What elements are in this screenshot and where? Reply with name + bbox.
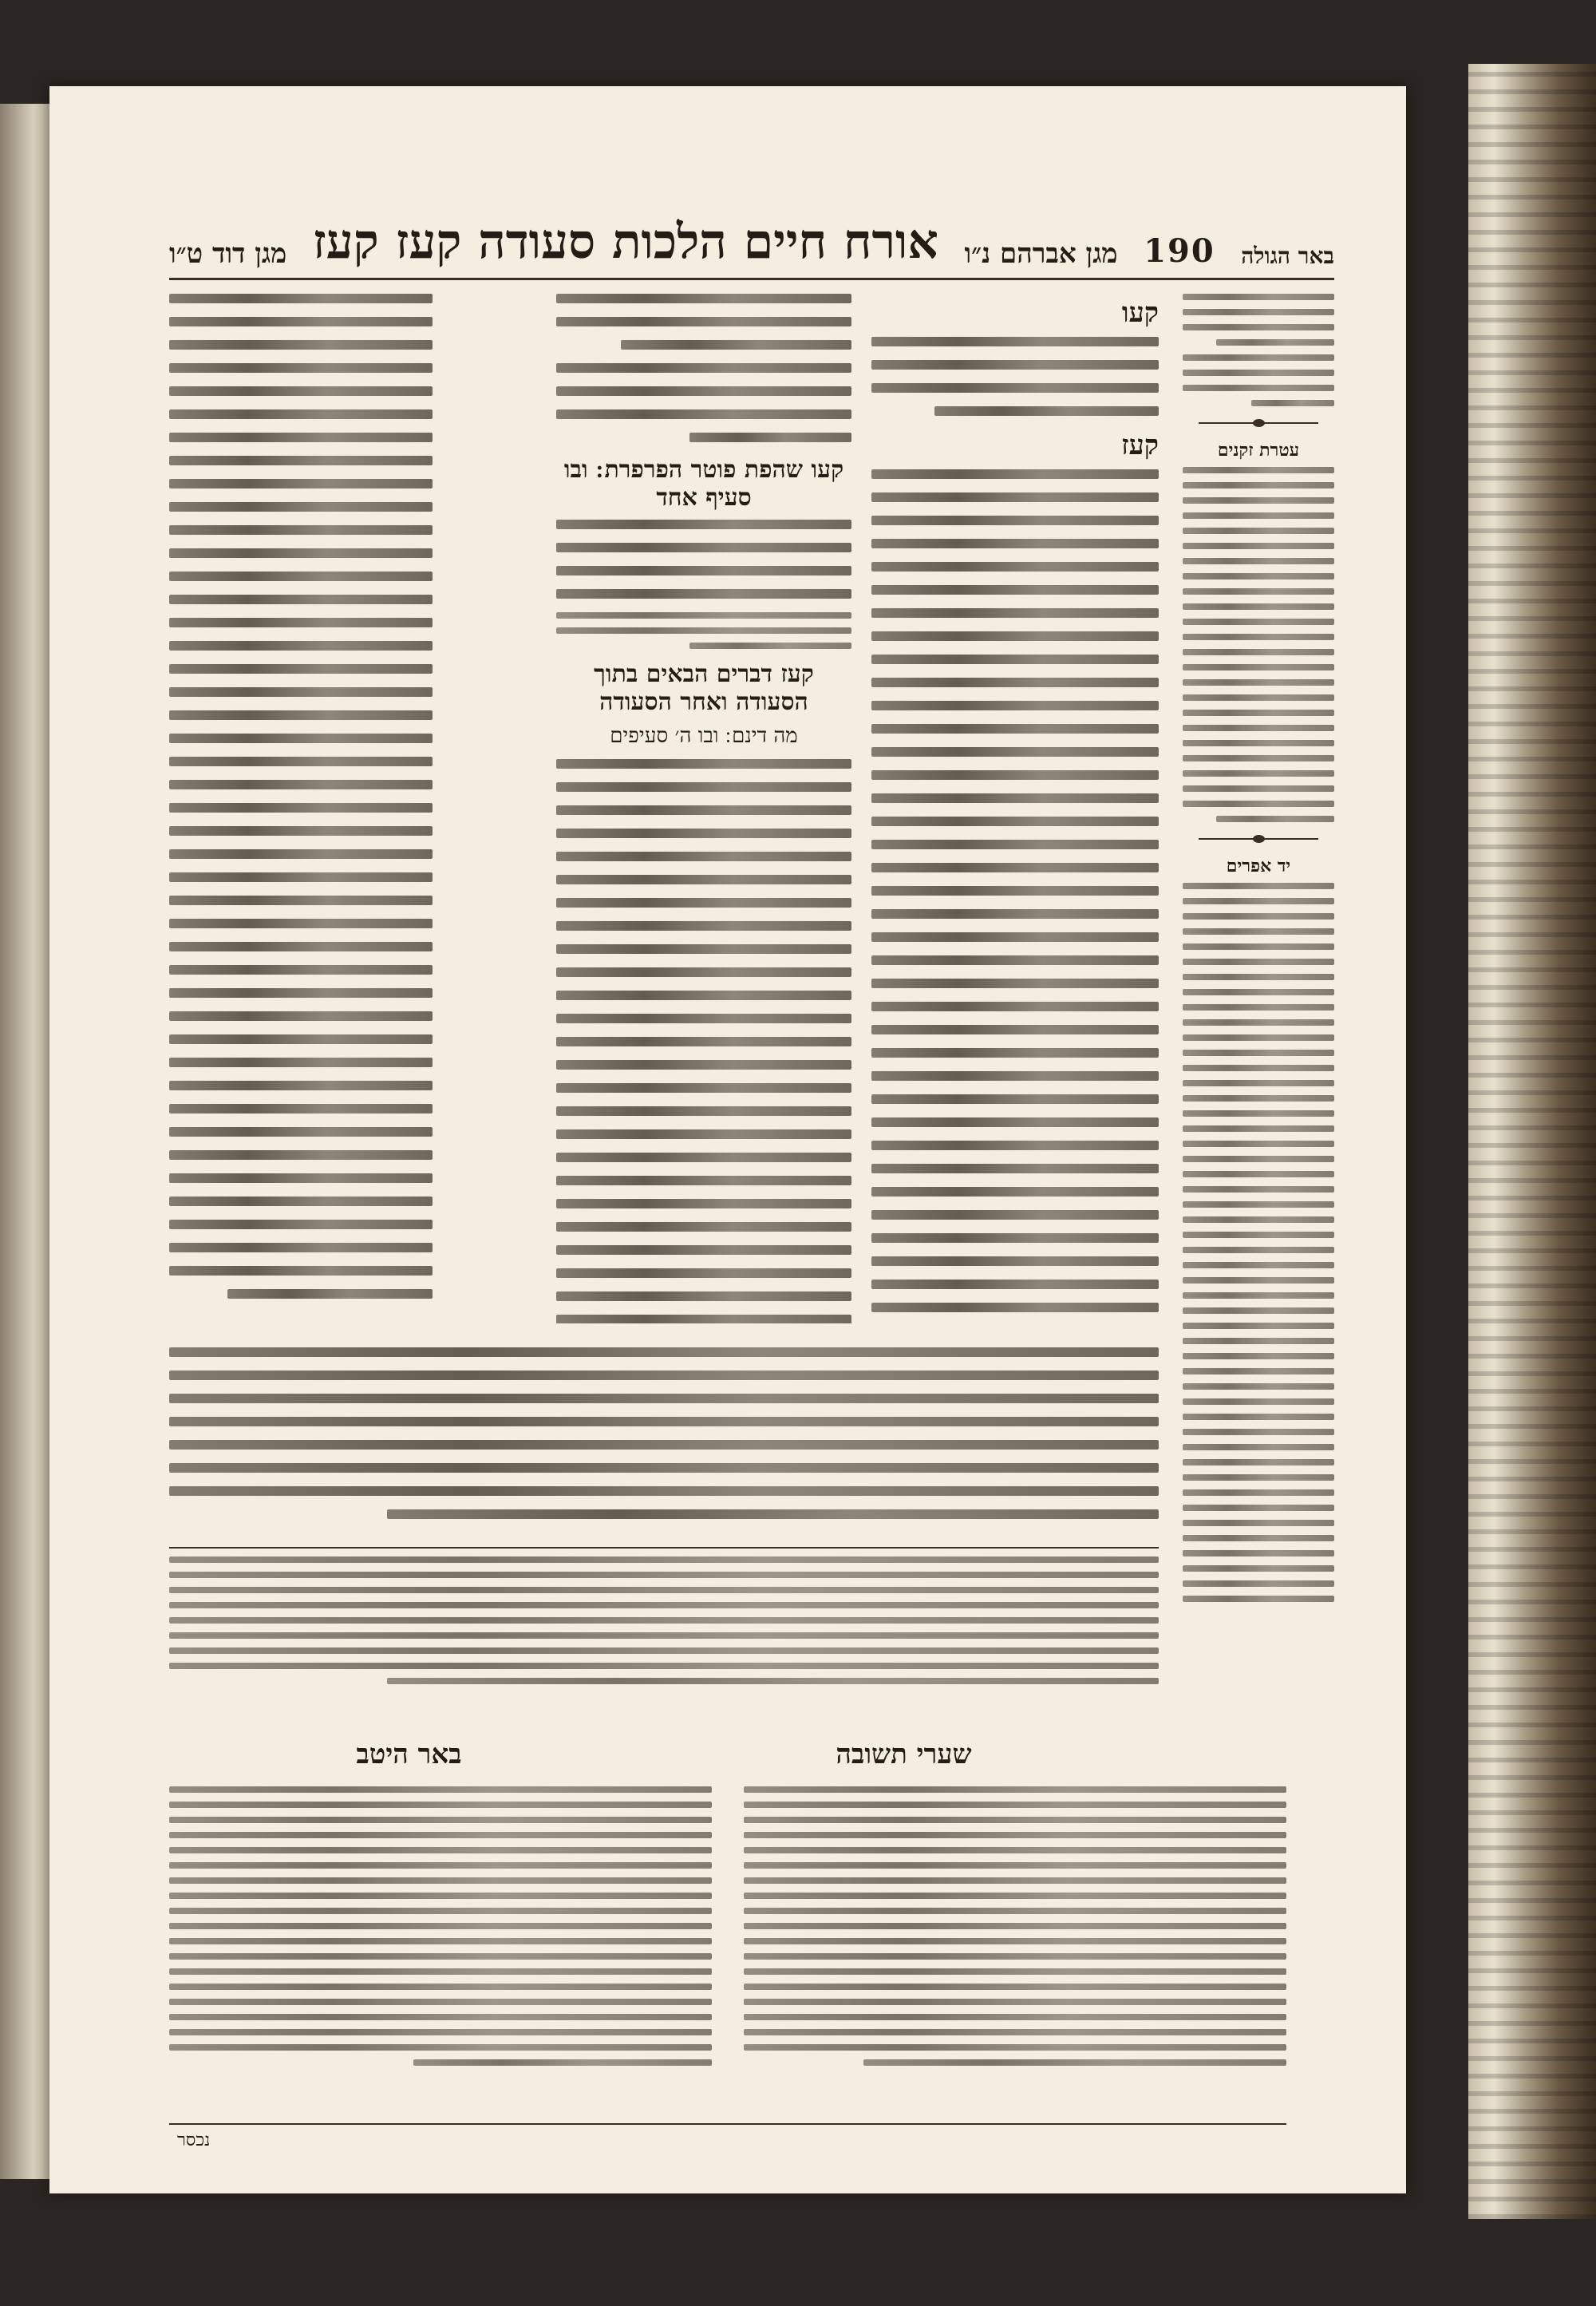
- text-line: [1183, 324, 1334, 330]
- bottom-section-headings: [169, 1730, 1159, 1778]
- text-line: [169, 1617, 1159, 1624]
- text-line: [169, 1220, 433, 1229]
- text-line: [871, 1048, 1159, 1058]
- text-line: [871, 469, 1159, 479]
- text-line: [871, 1164, 1159, 1173]
- text-line: [1183, 1186, 1334, 1193]
- text-line: [1183, 1050, 1334, 1056]
- text-line: [387, 1678, 1159, 1684]
- text-line: [169, 456, 433, 465]
- text-line: [1183, 1201, 1334, 1208]
- text-line: [169, 1058, 433, 1067]
- text-line: [871, 1210, 1159, 1220]
- text-line: [556, 1083, 851, 1093]
- text-line: [744, 1802, 1286, 1808]
- text-line: [169, 1173, 433, 1183]
- text-line: [169, 1197, 433, 1206]
- text-line: [934, 406, 1159, 416]
- text-line: [871, 539, 1159, 548]
- text-line: [169, 1572, 1159, 1578]
- text-line: [1183, 1550, 1334, 1556]
- book-page: [49, 86, 1406, 2193]
- text-line: [1183, 309, 1334, 315]
- text-line: [556, 1153, 851, 1162]
- text-line: [1183, 1156, 1334, 1162]
- text-line: [1183, 1489, 1334, 1496]
- text-line: [169, 641, 433, 651]
- text-line: [169, 1104, 433, 1113]
- text-line: [871, 1025, 1159, 1034]
- text-line: [556, 589, 851, 599]
- text-line: [556, 1222, 851, 1232]
- text-line: [556, 1315, 851, 1323]
- text-line: [169, 595, 433, 604]
- text-line: [169, 1862, 712, 1869]
- text-line: [169, 386, 433, 396]
- text-line: [169, 409, 433, 419]
- text-line: [744, 1847, 1286, 1853]
- siman-176-label: קעו: [1121, 297, 1159, 329]
- text-line: [1183, 770, 1334, 777]
- siman-176-title: קעו שהפת פוטר הפרפרת ׃ ובו סעיף אחד: [563, 456, 844, 512]
- text-line: [169, 2014, 712, 2020]
- text-line: [871, 1002, 1159, 1011]
- text-line: [871, 1256, 1159, 1266]
- text-line: [1183, 619, 1334, 625]
- text-line: [1183, 385, 1334, 391]
- text-line: [744, 1832, 1286, 1838]
- text-line: [689, 433, 852, 442]
- text-line: [556, 294, 851, 303]
- text-line: [744, 1938, 1286, 1944]
- text-line: [169, 1632, 1159, 1639]
- text-line: [871, 1071, 1159, 1081]
- text-line: [871, 631, 1159, 641]
- text-line: [744, 1817, 1286, 1823]
- text-line: [744, 2044, 1286, 2051]
- text-line: [1183, 1565, 1334, 1572]
- text-line: [169, 2029, 712, 2035]
- text-line: [871, 817, 1159, 826]
- text-line: [556, 875, 851, 884]
- header-magen-david: מגן דוד ט״ו: [169, 238, 287, 270]
- magen-avraham-column: [871, 294, 1159, 1323]
- text-line: [1183, 1247, 1334, 1253]
- text-line: [871, 1303, 1159, 1312]
- text-line: [1183, 1580, 1334, 1587]
- text-line: [169, 1602, 1159, 1608]
- text-line: [556, 1176, 851, 1185]
- text-line: [1183, 989, 1334, 995]
- text-line: [1183, 1383, 1334, 1390]
- siman-177-title: קעז דברים הבאים בתוך הסעודה ואחר הסעודה: [594, 660, 814, 716]
- text-line: [1183, 588, 1334, 595]
- text-line: [1216, 339, 1334, 346]
- text-line: [169, 525, 433, 535]
- text-line: [1183, 573, 1334, 579]
- text-line: [556, 520, 851, 529]
- text-line: [169, 1893, 712, 1899]
- text-line: [556, 1037, 851, 1046]
- left-page-edge: [0, 104, 56, 2179]
- text-line: [169, 1127, 433, 1137]
- text-line: [1183, 1080, 1334, 1086]
- text-line: [169, 317, 433, 326]
- text-line: [169, 1081, 433, 1090]
- text-line: [871, 562, 1159, 572]
- text-line: [1183, 959, 1334, 965]
- text-line: [169, 1486, 1159, 1496]
- text-line: [169, 849, 433, 859]
- text-line: [169, 1556, 1159, 1563]
- text-line: [413, 2059, 712, 2066]
- text-line: [1183, 603, 1334, 610]
- text-line: [169, 572, 433, 581]
- text-line: [169, 965, 433, 975]
- text-line: [871, 337, 1159, 346]
- divider-ornament: [1199, 835, 1318, 843]
- divider-ornament: [1199, 419, 1318, 427]
- text-line: [169, 1266, 433, 1276]
- text-line: [1183, 1535, 1334, 1541]
- text-line: [871, 770, 1159, 780]
- text-line: [169, 1984, 712, 1990]
- text-line: [863, 2059, 1286, 2066]
- text-line: [1183, 664, 1334, 670]
- text-line: [871, 979, 1159, 988]
- text-line: [621, 340, 851, 350]
- text-line: [1183, 1065, 1334, 1071]
- text-line: [169, 1938, 712, 1944]
- text-line: [556, 612, 851, 619]
- text-line: [1183, 354, 1334, 361]
- text-line: [1183, 1353, 1334, 1359]
- running-title: אורח חיים הלכות סעודה קעז קעז: [312, 214, 938, 270]
- text-line: [871, 1187, 1159, 1197]
- shaarei-teshuva-text: [744, 1786, 1286, 2122]
- text-line: [556, 409, 851, 419]
- text-line: [1183, 1125, 1334, 1132]
- text-line: [871, 1141, 1159, 1150]
- text-line: [1183, 1414, 1334, 1420]
- text-line: [871, 932, 1159, 942]
- shaarei-teshuva-heading: שערי תשובה: [836, 1738, 972, 1770]
- baer-heitev-heading: באר היטב: [356, 1738, 462, 1770]
- text-line: [169, 1953, 712, 1960]
- text-line: [871, 1117, 1159, 1127]
- text-line: [169, 687, 433, 697]
- text-line: [169, 1786, 712, 1793]
- text-line: [556, 543, 851, 552]
- text-line: [1183, 1019, 1334, 1026]
- text-line: [1183, 710, 1334, 716]
- text-line: [169, 548, 433, 558]
- text-line: [556, 1245, 851, 1255]
- catchword: נכסר: [177, 2130, 211, 2150]
- text-line: [1183, 512, 1334, 519]
- magen-david-column: [169, 294, 433, 1323]
- text-line: [744, 1893, 1286, 1899]
- text-line: [169, 1371, 1159, 1380]
- text-line: [1183, 943, 1334, 950]
- text-line: [1183, 785, 1334, 792]
- text-line: [1183, 928, 1334, 935]
- text-line: [1183, 1095, 1334, 1102]
- text-line: [1251, 400, 1335, 406]
- text-line: [169, 919, 433, 928]
- text-line: [556, 363, 851, 373]
- text-line: [871, 724, 1159, 734]
- text-line: [1183, 558, 1334, 564]
- text-line: [744, 1953, 1286, 1960]
- text-line: [871, 516, 1159, 525]
- text-line: [1183, 1216, 1334, 1223]
- notes-band: [169, 1547, 1159, 1732]
- text-line: [1183, 634, 1334, 640]
- text-line: [1183, 1307, 1334, 1314]
- text-line: [1183, 755, 1334, 761]
- text-line: [556, 566, 851, 576]
- text-line: [1183, 801, 1334, 807]
- text-line: [1183, 1368, 1334, 1375]
- text-line: [744, 1999, 1286, 2005]
- text-line: [744, 1877, 1286, 1884]
- text-line: [1183, 1429, 1334, 1435]
- text-line: [1183, 1277, 1334, 1284]
- atarat-zekenim-label: עטרת זקנים: [1217, 440, 1300, 461]
- text-line: [169, 1150, 433, 1160]
- text-line: [1183, 1292, 1334, 1299]
- text-line: [169, 363, 433, 373]
- text-line: [871, 1233, 1159, 1243]
- text-line: [1183, 1596, 1334, 1602]
- text-line: [871, 585, 1159, 595]
- text-line: [556, 967, 851, 977]
- text-line: [1183, 1232, 1334, 1238]
- text-line: [556, 898, 851, 908]
- text-line: [169, 1817, 712, 1823]
- text-line: [169, 1243, 433, 1252]
- page-header: [169, 182, 1334, 280]
- text-line: [744, 1968, 1286, 1975]
- text-line: [744, 1908, 1286, 1914]
- text-line: [871, 492, 1159, 502]
- text-line: [169, 710, 433, 720]
- text-line: [689, 643, 852, 649]
- text-line: [556, 1199, 851, 1208]
- text-line: [169, 1463, 1159, 1473]
- text-line: [169, 294, 433, 303]
- text-line: [169, 942, 433, 951]
- text-line: [169, 734, 433, 743]
- text-line: [744, 1984, 1286, 1990]
- text-line: [871, 360, 1159, 370]
- text-line: [169, 664, 433, 674]
- text-line: [1183, 370, 1334, 376]
- text-line: [169, 1034, 433, 1044]
- text-line: [169, 780, 433, 789]
- text-line: [871, 955, 1159, 965]
- shulchan-aruch-column: [556, 294, 851, 1323]
- text-line: [871, 747, 1159, 757]
- text-line: [169, 896, 433, 905]
- text-line: [871, 909, 1159, 919]
- text-line: [871, 608, 1159, 618]
- text-line: [871, 655, 1159, 664]
- text-line: [169, 1923, 712, 1929]
- text-line: [744, 1862, 1286, 1869]
- text-line: [169, 826, 433, 836]
- text-line: [556, 1291, 851, 1301]
- text-line: [871, 678, 1159, 687]
- text-line: [169, 433, 433, 442]
- text-line: [169, 1647, 1159, 1654]
- text-line: [556, 805, 851, 815]
- text-line: [169, 1832, 712, 1838]
- text-line: [169, 803, 433, 813]
- text-line: [1183, 1459, 1334, 1465]
- text-line: [1216, 816, 1334, 822]
- text-line: [169, 1394, 1159, 1403]
- text-line: [169, 1417, 1159, 1426]
- text-line: [1183, 1262, 1334, 1268]
- text-line: [1183, 467, 1334, 473]
- continuation-text: [169, 1347, 1159, 1531]
- text-line: [556, 1129, 851, 1139]
- page-number: 190: [1144, 232, 1215, 270]
- text-line: [1183, 1505, 1334, 1511]
- text-line: [556, 627, 851, 634]
- bottom-commentary: [169, 1786, 1286, 2122]
- text-line: [169, 1802, 712, 1808]
- text-line: [1183, 294, 1334, 300]
- text-line: [169, 1968, 712, 1975]
- text-line: [1183, 725, 1334, 731]
- text-line: [871, 840, 1159, 849]
- text-line: [1183, 974, 1334, 980]
- text-line: [1183, 1141, 1334, 1147]
- text-line: [556, 317, 851, 326]
- text-line: [1183, 1338, 1334, 1344]
- text-line: [1183, 1398, 1334, 1405]
- siman-177-subtitle: מה דינם ׃ ובו ה׳ סעיפים: [610, 724, 798, 748]
- text-line: [556, 1268, 851, 1278]
- text-line: [871, 701, 1159, 710]
- text-line: [387, 1509, 1159, 1519]
- text-line: [169, 1587, 1159, 1593]
- text-line: [744, 1786, 1286, 1793]
- text-line: [744, 2029, 1286, 2035]
- text-line: [556, 386, 851, 396]
- baer-heitev-text: [169, 1786, 712, 2122]
- text-line: [1183, 482, 1334, 488]
- text-line: [1183, 679, 1334, 686]
- text-line: [169, 502, 433, 512]
- text-line: [169, 1847, 712, 1853]
- text-line: [871, 863, 1159, 872]
- text-line: [744, 1923, 1286, 1929]
- marginal-column: [1183, 294, 1334, 1635]
- text-line: [1183, 528, 1334, 534]
- text-line: [1183, 1474, 1334, 1481]
- text-line: [169, 1011, 433, 1021]
- text-line: [1183, 1520, 1334, 1526]
- text-line: [1183, 1171, 1334, 1177]
- text-line: [1183, 694, 1334, 701]
- text-line: [1183, 913, 1334, 920]
- text-line: [556, 759, 851, 769]
- text-line: [1183, 649, 1334, 655]
- text-line: [169, 757, 433, 766]
- text-line: [871, 1094, 1159, 1104]
- text-line: [1183, 543, 1334, 549]
- text-line: [169, 1347, 1159, 1357]
- header-magen-avraham: מגן אברהם נ״ו: [964, 238, 1118, 270]
- text-line: [169, 340, 433, 350]
- text-line: [556, 991, 851, 1000]
- text-line: [1183, 883, 1334, 889]
- text-line: [871, 383, 1159, 393]
- text-line: [169, 1908, 712, 1914]
- text-line: [1183, 740, 1334, 746]
- text-line: [1183, 898, 1334, 904]
- text-line: [556, 1014, 851, 1023]
- text-line: [169, 988, 433, 998]
- text-line: [227, 1289, 433, 1299]
- text-line: [169, 1663, 1159, 1669]
- text-line: [169, 479, 433, 488]
- text-line: [1183, 1110, 1334, 1117]
- text-line: [556, 921, 851, 931]
- text-line: [871, 793, 1159, 803]
- text-line: [556, 829, 851, 838]
- text-line: [169, 2044, 712, 2051]
- text-line: [1183, 1444, 1334, 1450]
- bottom-rule: [169, 2123, 1286, 2125]
- siman-177-label: קעז: [1121, 429, 1159, 461]
- text-line: [1183, 1323, 1334, 1329]
- header-be-er-hagola: באר הגולה: [1241, 243, 1334, 269]
- text-line: [871, 886, 1159, 896]
- text-line: [556, 782, 851, 792]
- text-line: [556, 944, 851, 954]
- text-line: [169, 1999, 712, 2005]
- text-line: [1183, 1004, 1334, 1011]
- book-page-edges: [1468, 64, 1596, 2219]
- text-line: [169, 1440, 1159, 1450]
- text-line: [556, 1060, 851, 1070]
- text-line: [556, 1106, 851, 1116]
- text-line: [1183, 497, 1334, 504]
- text-line: [744, 2014, 1286, 2020]
- text-line: [556, 852, 851, 861]
- text-line: [169, 1877, 712, 1884]
- text-line: [1183, 1034, 1334, 1041]
- yad-ephraim-label: יד אפרים: [1226, 856, 1291, 876]
- text-line: [871, 1280, 1159, 1289]
- text-line: [169, 618, 433, 627]
- text-line: [169, 872, 433, 882]
